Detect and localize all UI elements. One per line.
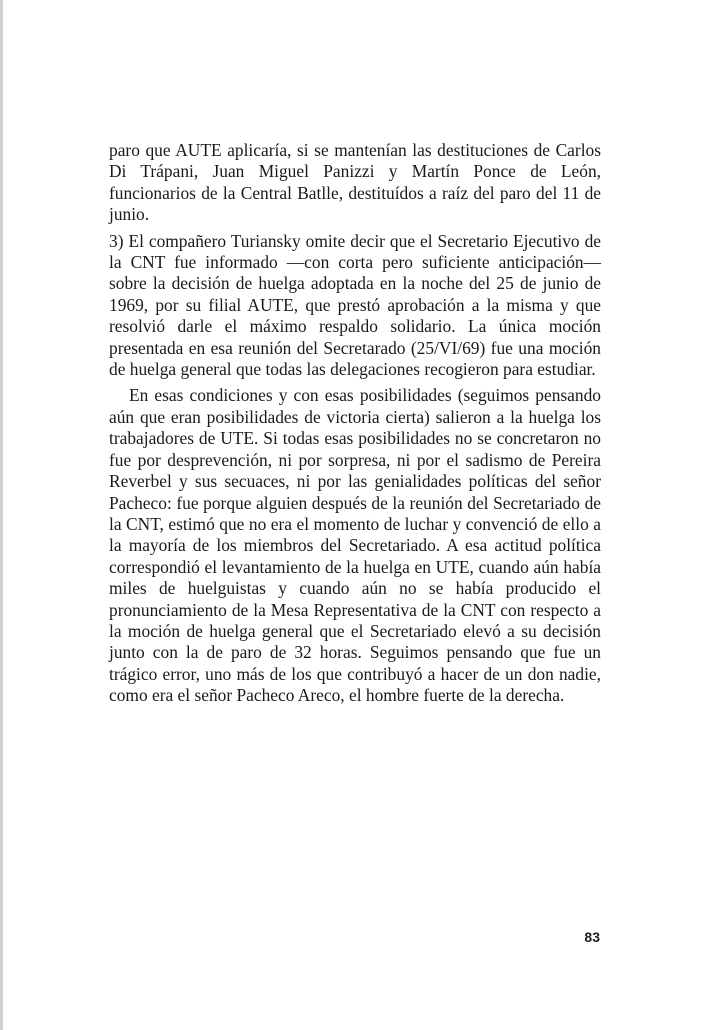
- paragraph-continuation: paro que AUTE aplicaría, si se mantenían las destituciones de Carlos Di Trápani, Juan Miguel Panizzi y Martín Ponce de León, funcionarios de la Central Batlle, destituídos a raíz del paro del 11 de junio.: [109, 140, 601, 225]
- page-edge: [0, 0, 3, 1030]
- body-text: [109, 140, 601, 707]
- page-number: 83: [584, 929, 600, 945]
- paragraph-point-3: 3) El compañero Turiansky omite decir que el Secretario Ejecutivo de la CNT fue informado —con corta pero suficiente anticipación— sobre la decisión de huelga adoptada en la noche del 25 de junio de 1969, por su filial AUTE, que prestó aprobación a la misma y que resolvió darle el máximo respaldo solidario. La única moción presentada en esa reunión del Secretarado (25/VI/69) fue una moción de huelga general que todas las delegaciones recogieron para estudiar.: [109, 230, 601, 380]
- paragraph-conditions: En esas condiciones y con esas posibilidades (seguimos pensando aún que eran posibilidades de victoria cierta) salieron a la huelga los trabajadores de UTE. Si todas esas posibilidades no se concretaron no fue por desprevención, ni por sorpresa, ni por el sadismo de Pereira Reverbel y sus secuaces, ni por las genialidades políticas del señor Pacheco: fue porque alguien después de la reunión del Secretariado de la CNT, estimó que no era el momento de luchar y convenció de ello a la mayoría de los miembros del Secretariado. A esa actitud política correspondió el levantamiento de la huelga en UTE, cuando aún había miles de huelguistas y cuando aún no se había producido el pronunciamiento de la Mesa Representativa de la CNT con respecto a la moción de huelga general que el Secretariado elevó a su decisión junto con la de paro de 32 horas. Seguimos pensando que fue un trágico error, uno más de los que contribuyó a hacer de un don nadie, como era el señor Pacheco Areco, el hombre fuerte de la derecha.: [109, 385, 601, 706]
